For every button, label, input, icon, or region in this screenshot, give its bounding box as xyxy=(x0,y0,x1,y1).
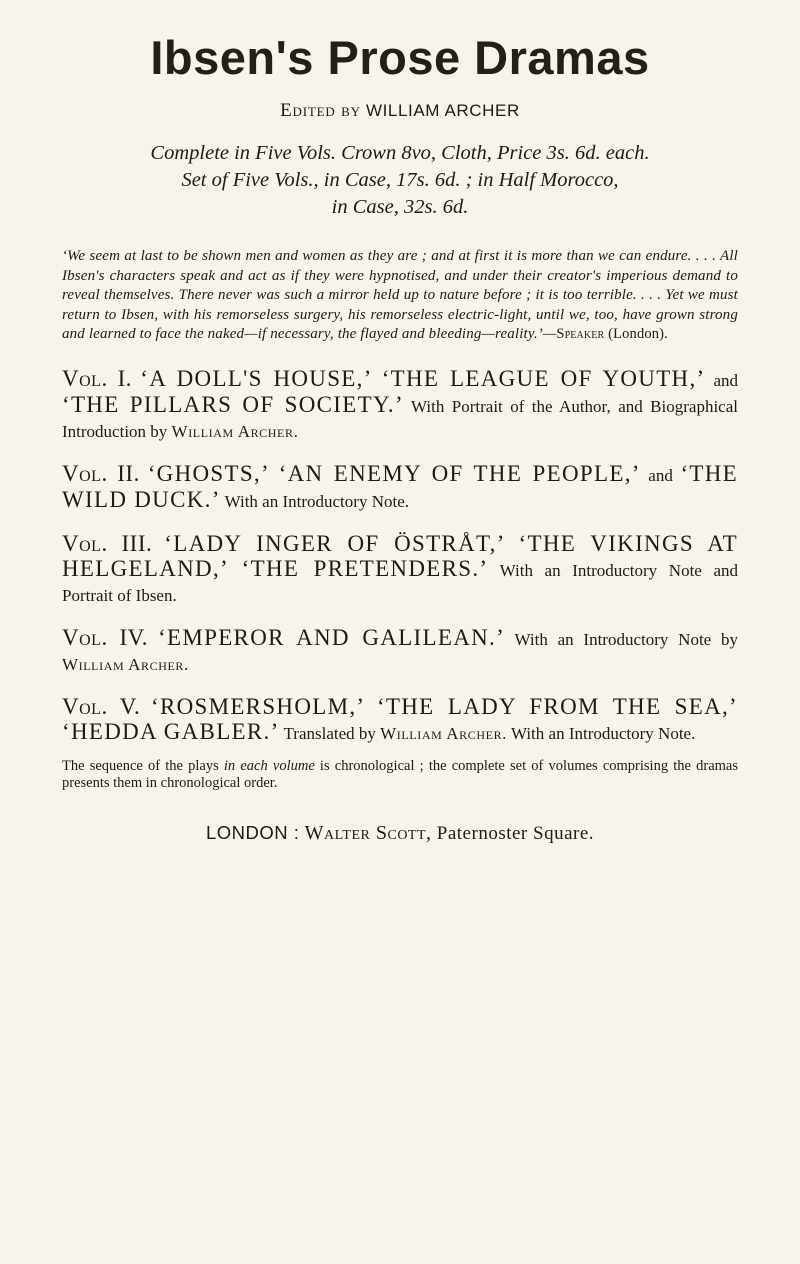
imprint-address: Paternoster Square. xyxy=(436,822,595,844)
volume-note: With an Introductory Note and Portrait of Ibsen. xyxy=(62,560,738,605)
publisher-imprint xyxy=(62,822,738,845)
pricing-line-1: Complete in Five Vols. Crown 8vo, Cloth, Price 3s. 6d. each. xyxy=(150,142,650,164)
volume-entry xyxy=(62,462,738,514)
volume-note: Translated by xyxy=(279,723,381,743)
volume-label: Vol. V. xyxy=(62,693,141,719)
volume-note: With an Introductory Note by xyxy=(505,629,738,649)
volume-label: Vol. IV. xyxy=(62,624,149,650)
editor-line xyxy=(62,100,738,122)
pricing-block xyxy=(62,140,738,221)
volume-titles-joiner: and xyxy=(705,370,738,390)
volume-entry xyxy=(62,367,738,444)
volume-label: Vol. II. xyxy=(62,460,140,486)
volume-titles-joiner: and xyxy=(640,465,681,485)
sequence-note-before: The sequence of the plays xyxy=(62,757,224,774)
editor-name: WILLIAM ARCHER xyxy=(365,101,520,120)
volume-titles-continued: ‘THE PILLARS OF SOCIETY.’ xyxy=(62,391,404,417)
volume-titles: ‘LADY INGER OF ÖSTRÅT,’ ‘THE VIKINGS AT HELGELAND,’ ‘THE PRETENDERS.’ xyxy=(62,530,739,581)
sequence-note-after: is chronological ; the complete set of volumes comprising the dramas presents them in chronological order. xyxy=(62,757,738,791)
volume-author: William Archer. xyxy=(62,654,189,674)
editor-prefix: Edited by xyxy=(280,100,361,121)
review-source-place: (London). xyxy=(608,326,668,343)
review-source xyxy=(556,326,668,342)
volume-note-after: With an Introductory Note. xyxy=(507,723,696,743)
volume-titles: ‘ROSMERSHOLM,’ ‘THE LADY FROM THE SEA,’ ‘HEDDA GABLER.’ xyxy=(62,693,739,744)
volume-label: Vol. III. xyxy=(62,530,153,556)
volume-note: With Portrait of the Author, and Biographical Introduction by xyxy=(62,396,738,441)
pricing-line-2: Set of Five Vols., in Case, 17s. 6d. ; in Half Morocco, xyxy=(181,169,619,191)
review-source-name: Speaker xyxy=(556,326,605,343)
imprint-publisher: Walter Scott, xyxy=(304,821,432,844)
review-quote xyxy=(62,247,738,345)
volume-titles-continued: ‘THE WILD DUCK.’ xyxy=(62,460,739,512)
review-text: ‘We seem at last to be shown men and women as they are ; and at first it is more than we can endure. . . . All Ibsen's characters speak and act as if they were hypnotised, and under their creator's imperious demand to reveal themselves. There never was such a mirror held up to nature before ; it is too terrible. . . . Yet we must return to Ibsen, with his remorseless surgery, his remorseless electric-light, until we, too, have grown strong and learned to face the naked—if necessary, the flayed and bleeding—reality.’— xyxy=(62,248,738,343)
volume-titles: ‘EMPEROR AND GALILEAN.’ xyxy=(158,624,506,650)
volume-titles: ‘A DOLL'S HOUSE,’ ‘THE LEAGUE OF YOUTH,’ xyxy=(140,365,706,391)
volume-entry xyxy=(62,626,738,677)
volume-label: Vol. I. xyxy=(62,365,133,391)
imprint-city: LONDON : xyxy=(205,821,300,843)
volume-entry xyxy=(62,695,738,746)
advertisement-page xyxy=(62,30,738,845)
page-title: Ibsen's Prose Dramas xyxy=(150,31,650,84)
volume-author: William Archer. xyxy=(380,723,508,743)
volume-author: William Archer. xyxy=(171,421,299,441)
volume-entry xyxy=(62,532,738,608)
sequence-note xyxy=(62,758,738,792)
volume-note: With an Introductory Note. xyxy=(220,491,409,511)
volume-titles: ‘GHOSTS,’ ‘AN ENEMY OF THE PEOPLE,’ xyxy=(147,460,641,486)
pricing-line-3: in Case, 32s. 6d. xyxy=(331,196,469,218)
sequence-note-emphasis: in each volume xyxy=(223,757,315,774)
